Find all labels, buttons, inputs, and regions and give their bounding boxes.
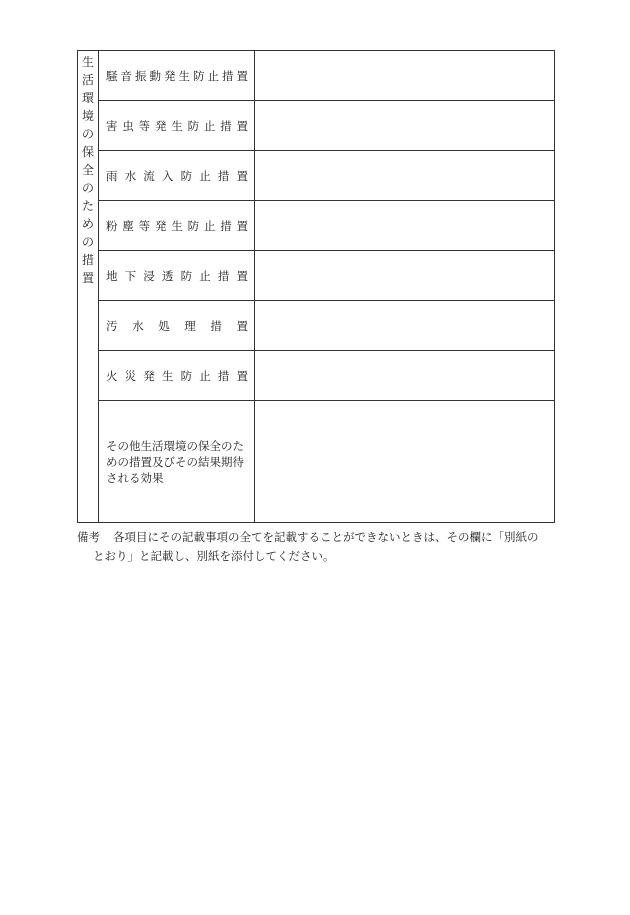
label-char: 等 bbox=[138, 218, 151, 233]
remarks-heading: 備考 bbox=[77, 530, 100, 544]
label-char: 騒 bbox=[106, 68, 118, 83]
label-char: 浸 bbox=[143, 268, 155, 283]
row-label bbox=[99, 301, 255, 350]
row-label-text bbox=[106, 68, 248, 84]
label-char: 水 bbox=[124, 168, 137, 183]
label-char: 止 bbox=[199, 368, 211, 383]
row-value-field[interactable] bbox=[255, 301, 554, 350]
label-char: 措 bbox=[217, 268, 230, 283]
label-char: 措 bbox=[217, 368, 230, 383]
row-value-field[interactable] bbox=[255, 401, 554, 522]
side-label-char: め bbox=[81, 217, 94, 231]
row-label-line: その他生活環境の保全のた bbox=[106, 438, 244, 453]
label-char: 理 bbox=[184, 318, 196, 333]
row-label-text bbox=[106, 168, 248, 184]
table-row bbox=[99, 51, 554, 101]
label-char: 流 bbox=[143, 168, 155, 183]
side-label-char: の bbox=[81, 235, 94, 249]
label-char: 生 bbox=[171, 118, 183, 133]
label-char: 措 bbox=[222, 68, 234, 83]
label-char: 置 bbox=[236, 118, 248, 133]
label-char: 止 bbox=[199, 268, 211, 283]
table-row bbox=[99, 101, 554, 151]
row-value-field[interactable] bbox=[255, 201, 554, 250]
label-char: 措 bbox=[210, 318, 222, 333]
row-value-field[interactable] bbox=[255, 151, 554, 200]
side-label-char: 環 bbox=[81, 91, 94, 105]
label-char: 災 bbox=[124, 368, 137, 383]
label-char: 措 bbox=[220, 118, 232, 133]
label-char: 水 bbox=[132, 318, 144, 333]
label-char: 発 bbox=[164, 68, 176, 83]
label-char: 止 bbox=[207, 68, 219, 83]
table-row bbox=[99, 301, 554, 351]
row-label-text bbox=[106, 318, 248, 334]
table-row bbox=[99, 201, 554, 251]
label-char: 透 bbox=[161, 268, 174, 283]
table-row bbox=[99, 151, 554, 201]
label-char: 措 bbox=[217, 168, 230, 183]
row-label bbox=[99, 351, 255, 400]
row-label bbox=[99, 251, 255, 300]
label-char: 振 bbox=[135, 68, 147, 83]
label-char: 雨 bbox=[106, 168, 118, 183]
label-char: 置 bbox=[236, 218, 248, 233]
section-side-label bbox=[78, 51, 99, 522]
label-char: 防 bbox=[180, 268, 193, 283]
row-label bbox=[99, 51, 255, 100]
label-char: 置 bbox=[236, 318, 248, 333]
label-char: 発 bbox=[143, 368, 155, 383]
side-label-char: の bbox=[81, 127, 94, 141]
row-label bbox=[99, 401, 255, 522]
label-char: 下 bbox=[124, 268, 137, 283]
side-label-char: 活 bbox=[81, 73, 94, 87]
form-rows bbox=[99, 51, 554, 522]
row-label-text bbox=[106, 368, 248, 384]
label-char: 粉 bbox=[106, 218, 118, 233]
label-char: 置 bbox=[236, 168, 248, 183]
label-char: 防 bbox=[187, 218, 200, 233]
label-char: 生 bbox=[178, 68, 190, 83]
label-char: 汚 bbox=[106, 318, 118, 333]
side-label-char: た bbox=[81, 199, 94, 213]
remarks-line: 各項目にその記載事項の全てを記載することができないときは、その欄に「別紙の bbox=[113, 530, 539, 544]
row-label-text bbox=[106, 118, 248, 134]
table-row bbox=[99, 401, 554, 522]
remarks-body bbox=[93, 528, 555, 566]
label-char: 止 bbox=[203, 218, 216, 233]
side-label-char: 保 bbox=[81, 145, 94, 159]
label-char: 防 bbox=[180, 168, 193, 183]
label-char: 動 bbox=[149, 68, 161, 83]
label-char: 置 bbox=[236, 268, 248, 283]
row-value-field[interactable] bbox=[255, 251, 554, 300]
row-label bbox=[99, 101, 255, 150]
row-label-text bbox=[106, 268, 248, 284]
side-label-char: 生 bbox=[81, 55, 94, 69]
remarks-line: とおり」と記載し、別紙を添付してください。 bbox=[93, 549, 335, 563]
label-char: 地 bbox=[106, 268, 118, 283]
label-char: 発 bbox=[154, 218, 167, 233]
side-label-char: の bbox=[81, 181, 94, 195]
row-label bbox=[99, 151, 255, 200]
row-label-text bbox=[106, 438, 244, 486]
label-char: 発 bbox=[154, 118, 167, 133]
side-label-char: 全 bbox=[81, 163, 94, 177]
label-char: 塵 bbox=[122, 218, 134, 233]
side-label-char: 境 bbox=[81, 109, 94, 123]
row-label bbox=[99, 201, 255, 250]
label-char: 音 bbox=[120, 68, 132, 83]
label-char: 止 bbox=[199, 168, 211, 183]
table-row bbox=[99, 351, 554, 401]
label-char: 防 bbox=[187, 118, 200, 133]
label-char: 等 bbox=[138, 118, 151, 133]
label-char: 措 bbox=[220, 218, 232, 233]
form-table bbox=[77, 50, 555, 523]
label-char: 生 bbox=[161, 368, 174, 383]
label-char: 生 bbox=[171, 218, 183, 233]
row-value-field[interactable] bbox=[255, 51, 554, 100]
label-char: 置 bbox=[236, 68, 248, 83]
row-label-line: めの措置及びその結果期待 bbox=[106, 454, 244, 469]
table-row bbox=[99, 251, 554, 301]
side-label-char: 措 bbox=[81, 253, 94, 267]
row-label-text bbox=[106, 218, 248, 234]
label-char: 防 bbox=[180, 368, 193, 383]
row-value-field[interactable] bbox=[255, 351, 554, 400]
label-char: 害 bbox=[106, 118, 118, 133]
label-char: 処 bbox=[158, 318, 170, 333]
label-char: 虫 bbox=[122, 118, 134, 133]
label-char: 入 bbox=[161, 168, 174, 183]
side-label-char: 置 bbox=[81, 271, 94, 285]
label-char: 火 bbox=[106, 368, 118, 383]
row-label-line: される効果 bbox=[106, 470, 164, 485]
row-value-field[interactable] bbox=[255, 101, 554, 150]
label-char: 防 bbox=[193, 68, 205, 83]
label-char: 置 bbox=[236, 368, 248, 383]
label-char: 止 bbox=[203, 118, 216, 133]
